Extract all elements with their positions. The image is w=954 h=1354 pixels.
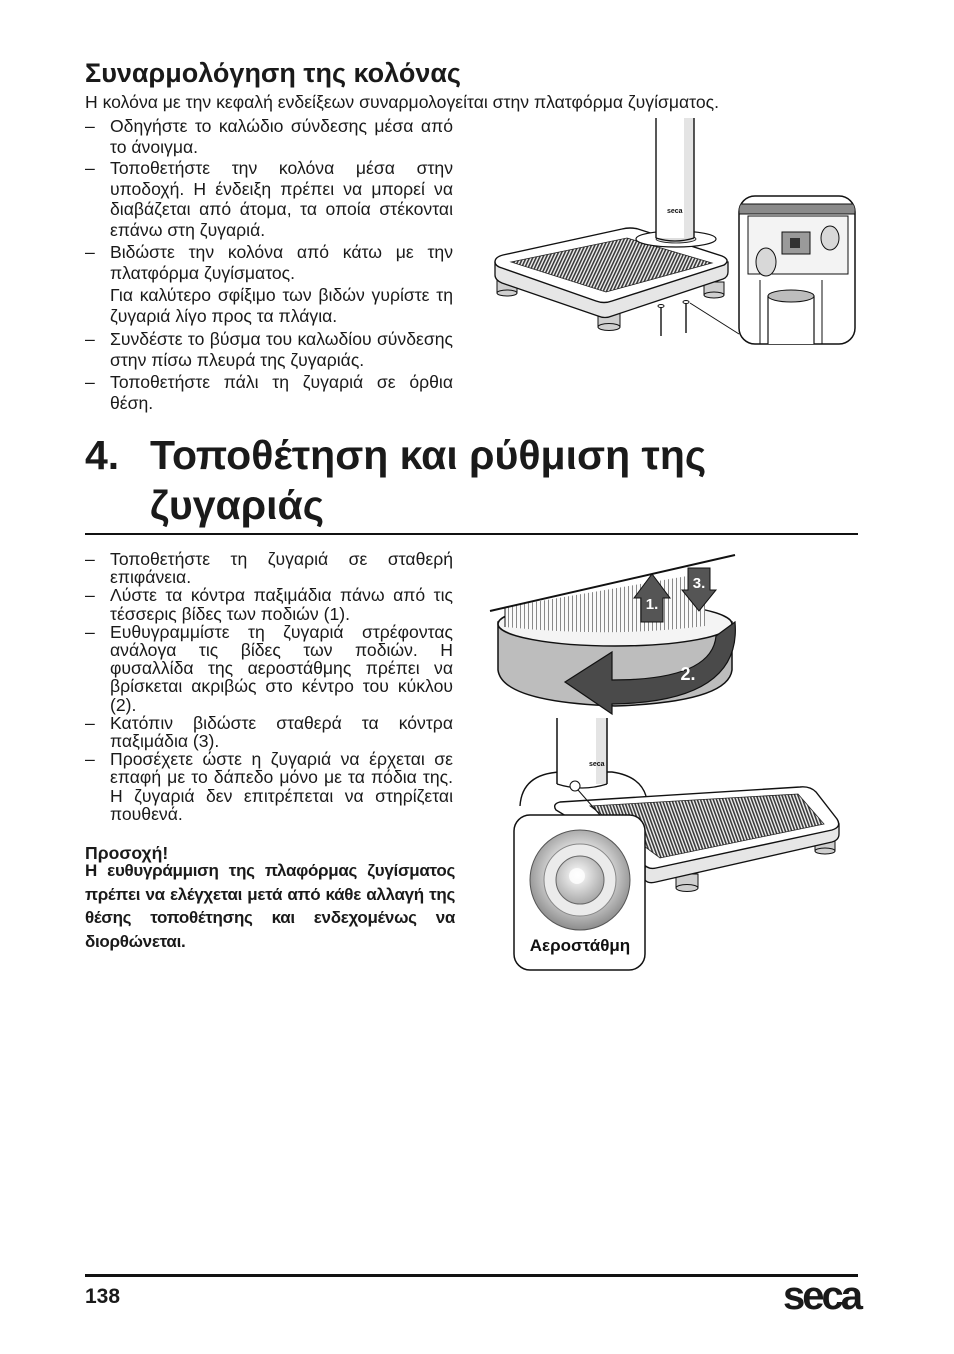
list-marker: –	[85, 621, 95, 642]
list-marker: –	[85, 549, 95, 569]
spirit-level-marker	[570, 781, 580, 791]
caution-label: Προσοχή!	[85, 843, 169, 863]
list-item	[85, 116, 453, 157]
column	[557, 718, 607, 788]
leveling-figure	[488, 552, 858, 974]
column-logo: seca	[589, 761, 605, 768]
list-item	[85, 242, 453, 326]
step-note: Για καλύτερο σφίξιμο των βιδών γυρίστε τη ζυγαριά λίγο προς τα πλάγια.	[110, 285, 453, 326]
column	[656, 118, 694, 241]
bubble-highlight	[569, 868, 585, 884]
chapter-number: 4.	[85, 432, 120, 478]
list-item	[85, 623, 453, 714]
list-marker: –	[85, 749, 95, 770]
assembly-steps-list	[85, 116, 453, 413]
column-assembly-figure	[488, 118, 858, 348]
section-heading-column-assembly: Συναρμολόγηση της κολόνας	[85, 58, 461, 88]
chapter-title: Τοποθέτηση και ρύθμιση της ζυγαριάς	[150, 432, 707, 528]
column-logo: seca	[667, 208, 683, 215]
list-marker: –	[85, 372, 95, 392]
list-marker: –	[85, 712, 95, 733]
chapter-divider	[85, 533, 858, 535]
list-item	[85, 550, 453, 586]
setup-steps-list	[85, 550, 453, 823]
detail-inset	[739, 196, 855, 346]
spirit-level-inset	[514, 815, 645, 970]
footer-divider	[85, 1274, 858, 1277]
list-item	[85, 586, 453, 622]
list-marker: –	[85, 242, 95, 262]
caution-text: Η ευθυγράμμιση της πλαφόρμας ζυγίσματος πρέπει να ελέγχεται μετά από κάθε αλλαγή της θέσης τοποθέτησης και ενδεχομένως να διορθώνεται.	[85, 861, 455, 951]
list-marker: –	[85, 116, 95, 136]
list-item	[85, 372, 453, 413]
spirit-level-label: Αεροστάθμη	[529, 936, 631, 955]
brand-logo: seca	[783, 1274, 860, 1318]
screw-1	[658, 305, 664, 337]
step-text: Τοποθετήστε τη ζυγαριά σε σταθερή επιφάνεια.	[110, 549, 453, 588]
step2-label: 2.	[680, 664, 696, 684]
screw-2	[683, 301, 689, 334]
step-text: Ευθυγραμμίστε τη ζυγαριά στρέφοντας ανάλογα τις βίδες των ποδιών. Η φυσαλλίδα της αεροστάθμης πρέπει να βρίσκεται ακριβώς στο κέντρο του κύκλου (2).	[110, 621, 453, 715]
step-text: Τοποθετήστε πάλι τη ζυγαριά σε όρθια θέση.	[110, 372, 453, 413]
list-marker: –	[85, 158, 95, 178]
section-intro: Η κολόνα με την κεφαλή ενδείξεων συναρμολογείται στην πλατφόρμα ζυγίσματος.	[85, 92, 720, 112]
foot-thread	[505, 573, 705, 632]
step3-label: 3.	[692, 575, 706, 592]
step1-label: 1.	[645, 596, 659, 613]
page-number: 138	[85, 1285, 121, 1308]
list-item	[85, 158, 453, 240]
list-item	[85, 750, 453, 823]
step-text: Συνδέστε το βύσμα του καλωδίου σύνδεσης στην πίσω πλευρά της ζυγαριάς.	[110, 329, 453, 370]
step-text: Τοποθετήστε την κολόνα μέσα στην υποδοχή. Η ένδειξη πρέπει να μπορεί να διαβάζεται από άτομα, τα οποία στέκονται επάνω στη ζυγαριά.	[110, 158, 453, 240]
detail-leader-line	[690, 303, 739, 334]
step-text: Προσέχετε ώστε η ζυγαριά να έρχεται σε επαφή με το δάπεδο μόνο με τα πόδια της. Η ζυγαριά δεν επιτρέπεται να στηρίζεται πουθενά.	[110, 749, 453, 824]
step-text: Κατόπιν βιδώστε σταθερά τα κόντρα παξιμάδια (3).	[110, 712, 453, 752]
list-item	[85, 329, 453, 370]
step-text: Λύστε τα κόντρα παξιμάδια πάνω από τις τέσσερις βίδες των ποδιών (1).	[110, 585, 453, 624]
step-text: Οδηγήστε το καλώδιο σύνδεσης μέσα από το άνοιγμα.	[110, 116, 453, 157]
list-item	[85, 714, 453, 750]
list-marker: –	[85, 585, 95, 606]
step-text: Βιδώστε την κολόνα από κάτω με την πλατφόρμα ζυγίσματος.	[110, 242, 453, 283]
list-marker: –	[85, 329, 95, 349]
